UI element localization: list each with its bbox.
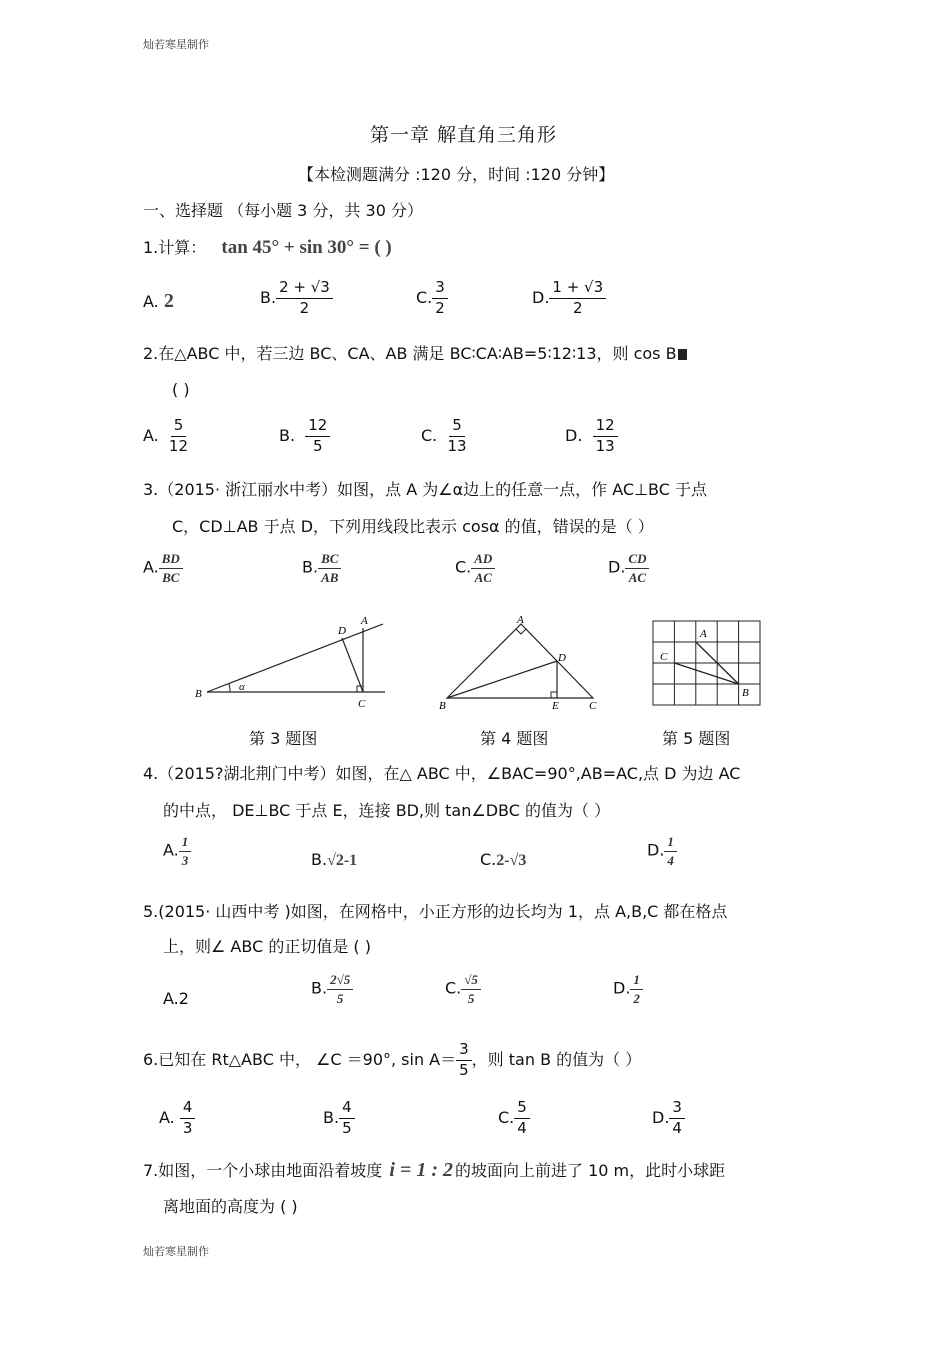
figure-3 [195, 612, 390, 712]
q2-stem: 2.在△ABC 中，若三边 BC、CA、AB 满足 BC∶CA∶AB=5∶12∶13，则 cos B [143, 344, 687, 364]
q6-stem: 6.已知在 Rt△ABC 中， ∠C ＝90°, sin A＝ $\frac{3}{5}$ ，则 tan B 的值为（ ） [143, 1040, 642, 1079]
svg-text:B: B [742, 687, 749, 699]
q6-option-c: C. $\frac{5}{4}$ [498, 1100, 530, 1137]
q5-line2: 上，则∠ ABC 的正切值是 ( ) [163, 937, 371, 956]
figure-4 [435, 612, 605, 712]
q5-option-c: C. $\frac{√5}{5}$ [445, 973, 481, 1005]
q7-line1: 7.如图，一个小球由地面沿着坡度 i = 1 : 2 的坡面向上前进了 10 m，此时小球距 [143, 1159, 726, 1181]
q5-line1: 5.(2015· 山西中考 )如图，在网格中，小正方形的边长均为 1，点 A,B,C 都在格点 [143, 902, 728, 921]
q5-option-d: D. $\frac{1}{2}$ [613, 973, 643, 1005]
q4-option-d: D. $\frac{1}{4}$ [647, 835, 677, 867]
q1-option-c: C. $\frac{3}{2}$ [416, 280, 448, 317]
q1-stem [143, 238, 392, 258]
q7-line2: 离地面的高度为 ( ) [163, 1197, 298, 1216]
q6-option-b: B. $\frac{4}{5}$ [323, 1100, 355, 1137]
q3-line2: C，CD⊥AB 于点 D，下列用线段比表示 cosα 的值，错误的是（ ） [172, 517, 654, 536]
q1-stem-text: 1.计算： [143, 238, 207, 257]
q1-option-a: A. 2 [143, 290, 174, 312]
q2-option-b: B. $\frac{12}{5}$ [279, 418, 330, 455]
svg-text:C: C [358, 698, 366, 710]
chapter-title: 第一章 解直角三角形 [370, 124, 558, 146]
q4-option-c: C.2-√3 [480, 850, 527, 869]
q3-option-d: D. $\frac{CD}{AC}$ [608, 552, 649, 584]
exam-info: 【本检测题满分 :120 分，时间 :120 分钟】 [298, 165, 615, 184]
svg-text:A: A [517, 614, 524, 626]
q5-option-b: B. $\frac{2√5}{5}$ [311, 973, 353, 1005]
q7-slope: i = 1 : 2 [389, 1159, 453, 1181]
svg-text:E: E [552, 700, 559, 712]
caption-figure-5: 第 5 题图 [662, 729, 731, 748]
q4-option-a: A. $\frac{1}{3}$ [163, 835, 191, 867]
caption-figure-4: 第 4 题图 [480, 729, 549, 748]
q2-paren: ( ) [172, 380, 190, 399]
q6-option-d: D. $\frac{3}{4}$ [652, 1100, 685, 1137]
svg-text:α: α [239, 681, 245, 693]
svg-text:C: C [589, 700, 597, 712]
q3-line1: 3.（2015· 浙江丽水中考）如图，点 A 为∠α边上的任意一点，作 AC⊥BC 于点 [143, 480, 707, 499]
q3-option-a: A. $\frac{BD}{BC}$ [143, 552, 183, 584]
svg-text:D: D [338, 625, 346, 637]
figure-5-grid [652, 620, 762, 708]
section-heading: 一、选择题 （每小题 3 分，共 30 分） [143, 201, 423, 220]
q3-option-c: C. $\frac{AD}{AC}$ [455, 552, 495, 584]
q3-option-b: B. $\frac{BC}{AB}$ [302, 552, 341, 584]
square-glyph [678, 349, 687, 360]
q1-option-d: D. $\frac{1 + √3}{2}$ [532, 280, 606, 317]
svg-text:A: A [700, 628, 707, 640]
svg-text:C: C [660, 651, 668, 663]
q4-line1: 4.（2015?湖北荆门中考）如图，在△ ABC 中，∠BAC=90°,AB=AC,点 D 为边 AC [143, 764, 741, 783]
q1-expression: tan 45° + sin 30° = ( ) [221, 237, 392, 258]
svg-text:B: B [439, 700, 446, 712]
q2-option-a: A. $\frac{5}{12}$ [143, 416, 189, 455]
q5-option-a: A.2 [163, 989, 189, 1008]
q1-option-b: B. $\frac{2 + √3}{2}$ [260, 280, 333, 317]
q4-line2: 的中点， DE⊥BC 于点 E，连接 BD,则 tan∠DBC 的值为（ ） [163, 801, 611, 820]
svg-text:A: A [361, 615, 368, 627]
page-header: 灿若寒星制作 [143, 38, 209, 51]
q6-option-a: A. $\frac{4}{3}$ [159, 1100, 195, 1137]
q2-option-d: D. $\frac{12}{13}$ [565, 418, 618, 455]
q2-option-c: C. $\frac{5}{13}$ [421, 416, 467, 455]
svg-text:D: D [558, 652, 566, 664]
page-footer: 灿若寒星制作 [143, 1245, 209, 1258]
svg-text:B: B [195, 688, 202, 700]
q4-option-b: B.√2-1 [311, 850, 358, 869]
caption-figure-3: 第 3 题图 [249, 729, 318, 748]
